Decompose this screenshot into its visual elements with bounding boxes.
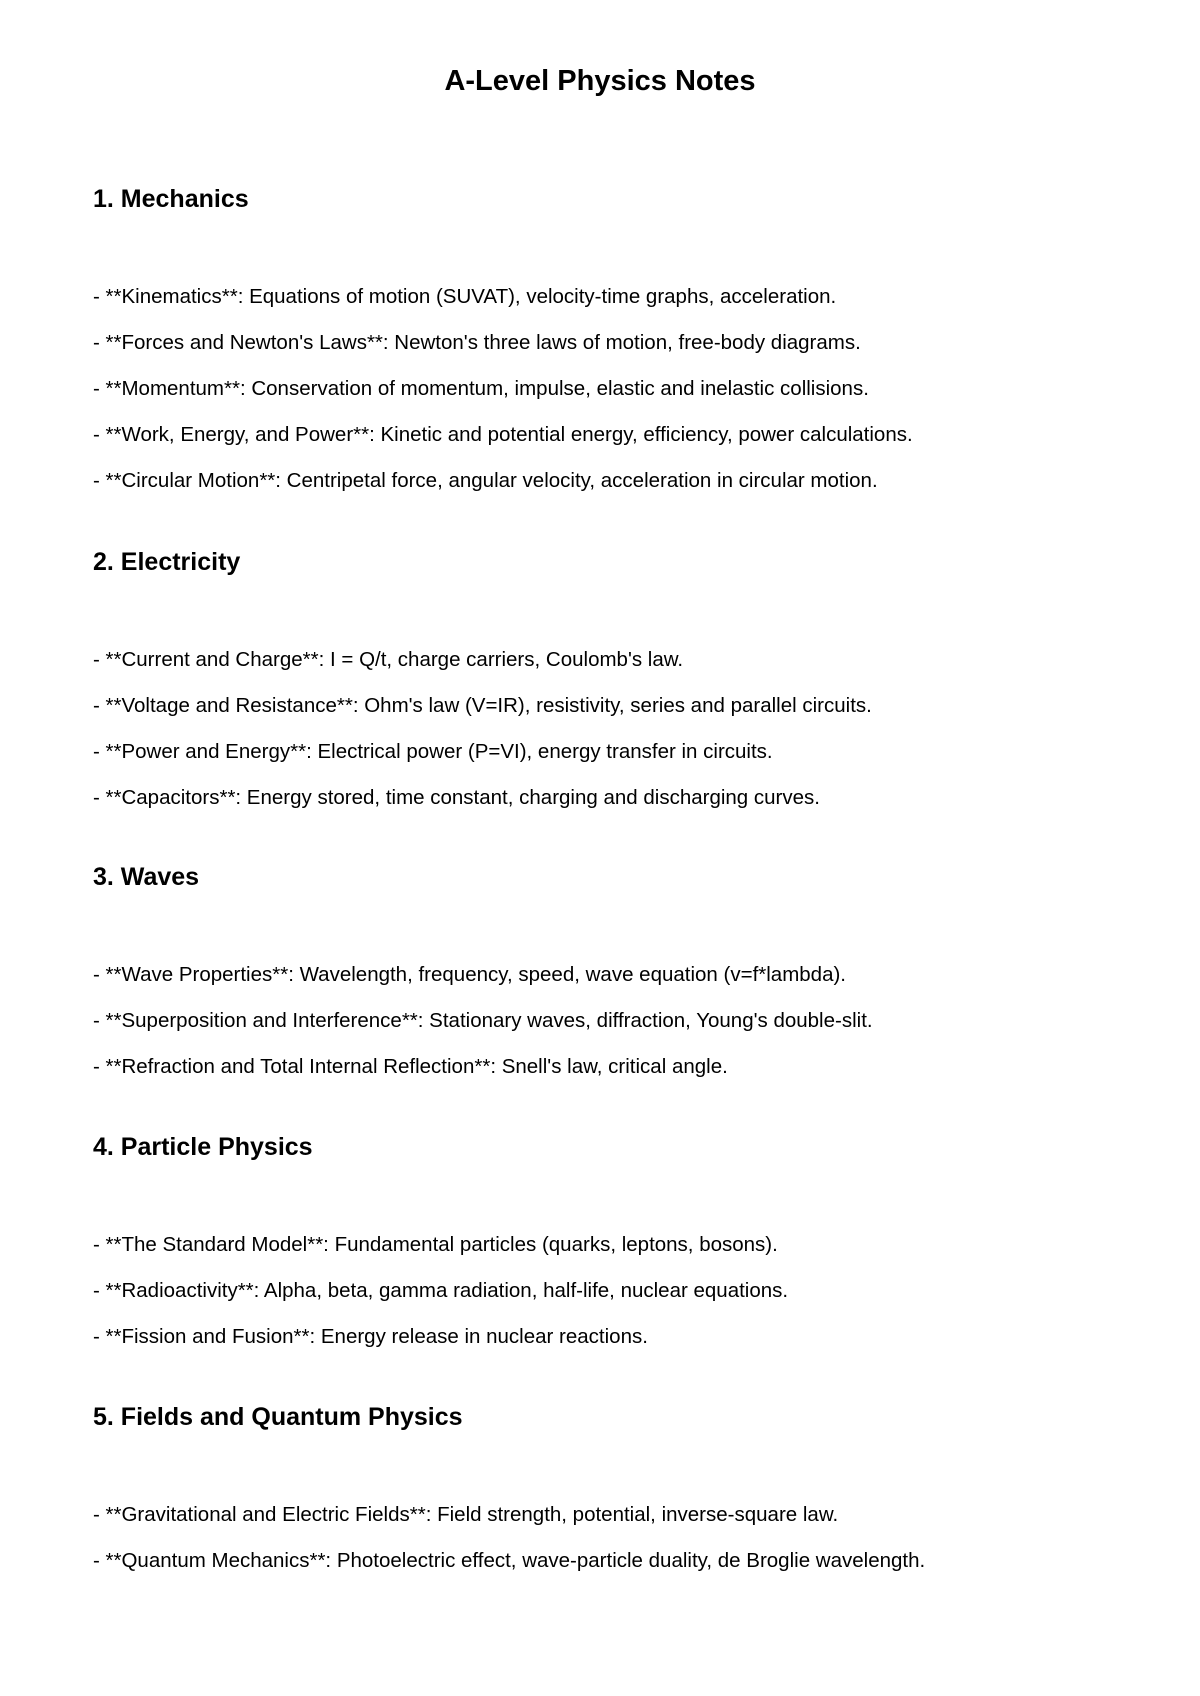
section-mechanics <box>93 184 1153 492</box>
section-heading: 5. Fields and Quantum Physics <box>93 1403 463 1431</box>
topic-item: - **Voltage and Resistance**: Ohm's law (V=IR), resistivity, series and parallel circuits. <box>93 694 872 717</box>
section-heading: 3. Waves <box>93 863 200 891</box>
topic-list <box>93 1222 1153 1360</box>
document-title: A-Level Physics Notes <box>444 65 756 97</box>
section-electricity <box>93 547 1153 809</box>
topic-list <box>93 952 1153 1090</box>
topic-item: - **Forces and Newton's Laws**: Newton's three laws of motion, free-body diagrams. <box>93 331 861 354</box>
section-heading: 2. Electricity <box>93 548 241 576</box>
topic-item: - **Quantum Mechanics**: Photoelectric effect, wave-particle duality, de Broglie wavelength. <box>93 1549 926 1572</box>
topic-item: - **Capacitors**: Energy stored, time constant, charging and discharging curves. <box>93 786 820 809</box>
section-heading: 1. Mechanics <box>93 185 249 213</box>
section-fields-quantum <box>93 1402 1153 1572</box>
topic-item: - **Gravitational and Electric Fields**: Field strength, potential, inverse-square law. <box>93 1503 839 1526</box>
topic-list <box>93 637 1153 821</box>
topic-item: - **Work, Energy, and Power**: Kinetic and potential energy, efficiency, power calculations. <box>93 423 913 446</box>
topic-list <box>93 1492 1153 1584</box>
topic-item: - **Power and Energy**: Electrical power (P=VI), energy transfer in circuits. <box>93 740 773 763</box>
section-waves <box>93 862 1153 1078</box>
topic-item: - **Radioactivity**: Alpha, beta, gamma radiation, half-life, nuclear equations. <box>93 1279 789 1302</box>
section-heading: 4. Particle Physics <box>93 1133 313 1161</box>
topic-item: - **Momentum**: Conservation of momentum, impulse, elastic and inelastic collisions. <box>93 377 869 400</box>
topic-item: - **Refraction and Total Internal Reflection**: Snell's law, critical angle. <box>93 1055 728 1078</box>
topic-item: - **Current and Charge**: I = Q/t, charge carriers, Coulomb's law. <box>93 648 684 671</box>
topic-item: - **Circular Motion**: Centripetal force, angular velocity, acceleration in circular motion. <box>93 469 878 492</box>
topic-item: - **Wave Properties**: Wavelength, frequency, speed, wave equation (v=f*lambda). <box>93 963 847 986</box>
topic-item: - **Superposition and Interference**: Stationary waves, diffraction, Young's double-slit. <box>93 1009 873 1032</box>
topic-item: - **Kinematics**: Equations of motion (SUVAT), velocity-time graphs, acceleration. <box>93 285 837 308</box>
topic-item: - **Fission and Fusion**: Energy release in nuclear reactions. <box>93 1325 648 1348</box>
section-particle-physics <box>93 1132 1153 1348</box>
topic-item: - **The Standard Model**: Fundamental particles (quarks, leptons, bosons). <box>93 1233 778 1256</box>
topic-list <box>93 274 1153 504</box>
